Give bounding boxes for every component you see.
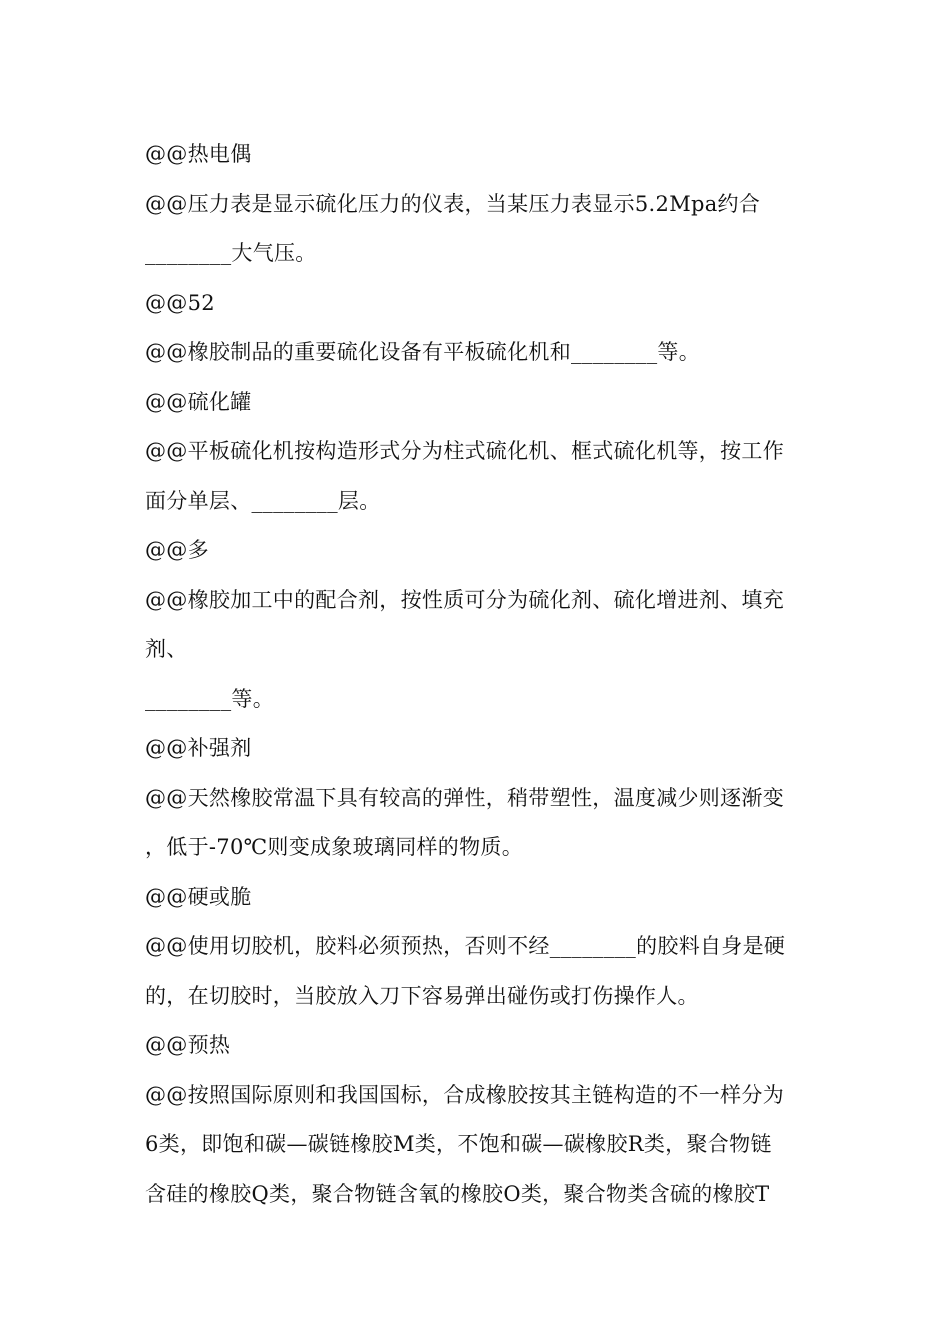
question-line: 含硅的橡胶Q类，聚合物链含氧的橡胶O类，聚合物类含硫的橡胶T bbox=[145, 1181, 770, 1206]
question-line: 6类，即饱和碳—碳链橡胶M类，不饱和碳—碳橡胶R类，聚合物链 bbox=[145, 1132, 772, 1156]
question-line: @@天然橡胶常温下具有较高的弹性，稍带塑性，温度减少则逐渐变 bbox=[145, 785, 784, 810]
question-line: ，低于-70℃则变成象玻璃同样的物质。 bbox=[145, 835, 524, 859]
answer-line: @@热电偶 bbox=[145, 142, 252, 166]
question-line: 剂、 bbox=[145, 637, 188, 661]
question-line: @@按照国际原则和我国国标，合成橡胶按其主链构造的不一样分为 bbox=[145, 1082, 784, 1107]
question-line: @@橡胶制品的重要硫化设备有平板硫化机和________等。 bbox=[145, 340, 700, 364]
answer-line: @@硫化罐 bbox=[145, 389, 252, 414]
question-line: @@橡胶加工中的配合剂，按性质可分为硫化剂、硫化增进剂、填充 bbox=[145, 587, 784, 612]
answer-line: @@52 bbox=[145, 290, 215, 315]
answer-line: @@多 bbox=[145, 538, 209, 562]
answer-line: @@预热 bbox=[145, 1033, 231, 1057]
question-line: ________大气压。 bbox=[145, 241, 317, 265]
answer-line: @@补强剂 bbox=[145, 736, 252, 760]
question-line: 的，在切胶时，当胶放入刀下容易弹出碰伤或打伤操作人。 bbox=[145, 983, 699, 1008]
answer-line: @@硬或脆 bbox=[145, 884, 252, 909]
question-line: ________等。 bbox=[145, 686, 274, 711]
question-line: @@使用切胶机，胶料必须预热，否则不经________的胶料自身是硬 bbox=[145, 934, 786, 958]
question-line: @@压力表是显示硫化压力的仪表，当某压力表显示5.2Mpa约合 bbox=[145, 191, 761, 216]
document-page bbox=[145, 130, 815, 1219]
question-line: 面分单层、________层。 bbox=[145, 488, 381, 513]
question-line: @@平板硫化机按构造形式分为柱式硫化机、框式硫化机等，按工作 bbox=[145, 439, 784, 463]
